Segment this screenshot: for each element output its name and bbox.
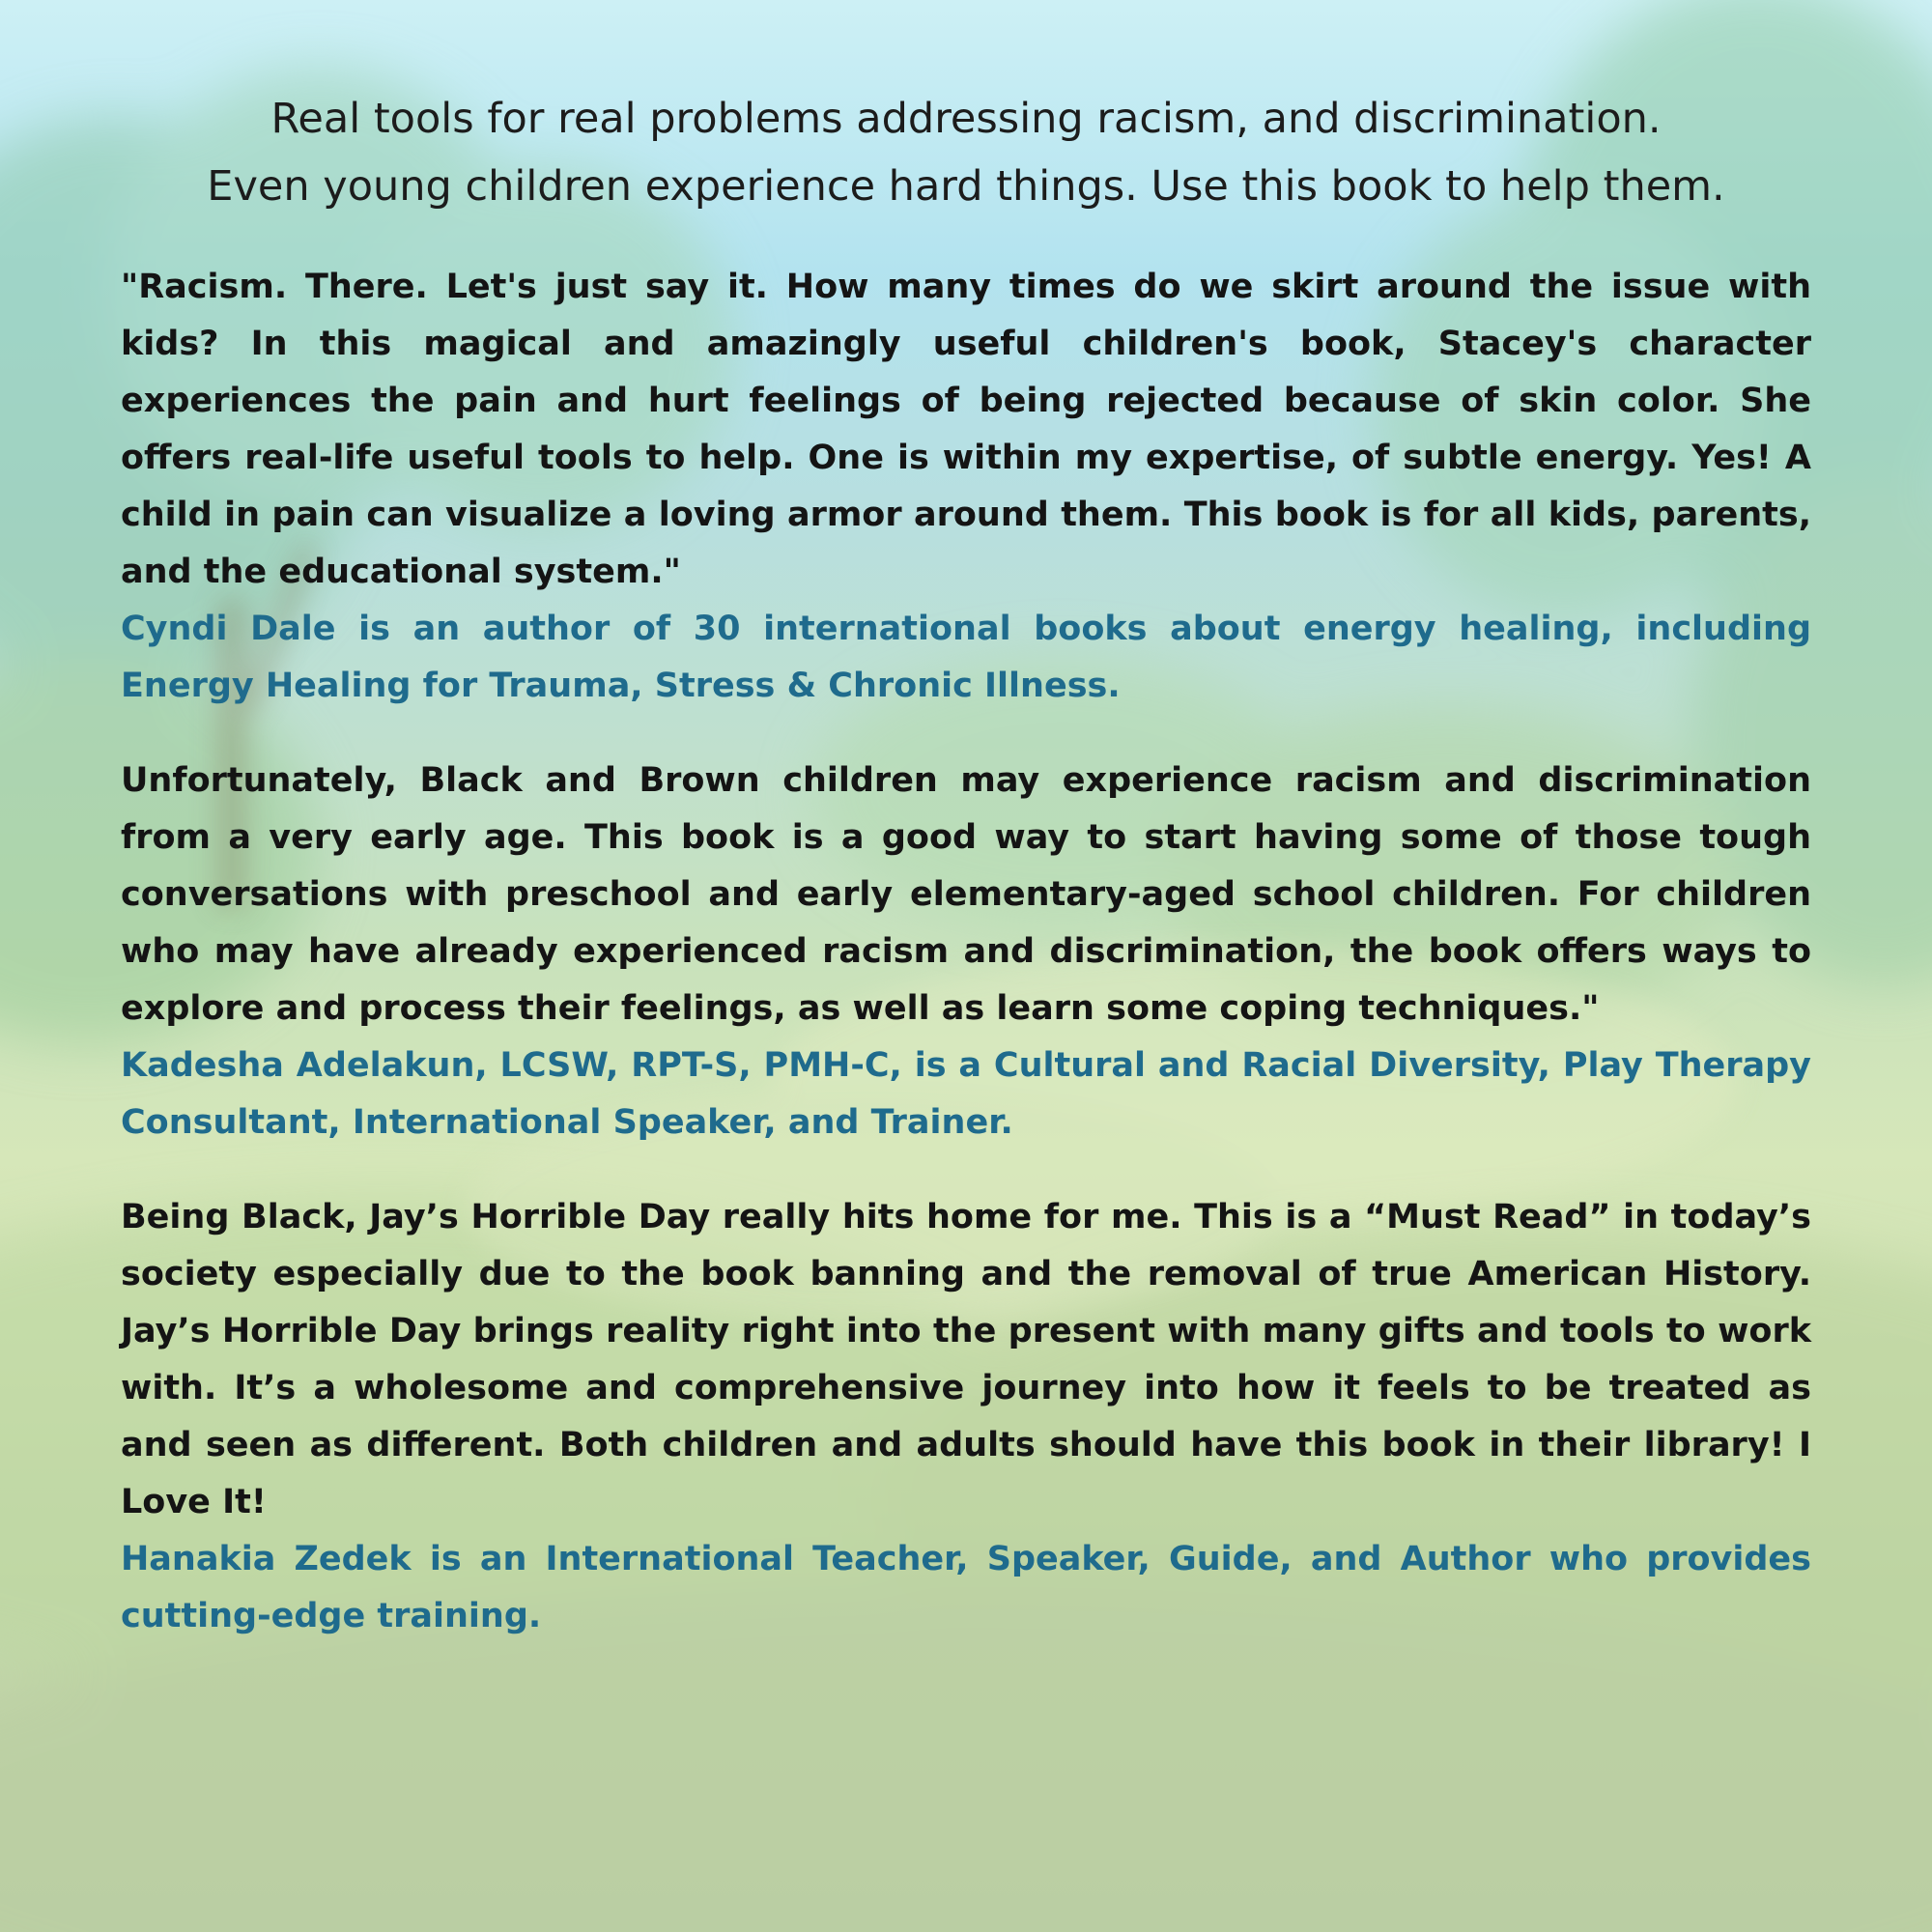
header-line-1: Real tools for real problems addressing racism, and discrimination.	[270, 95, 1662, 143]
testimonial-quote: "Racism. There. Let's just say it. How many times do we skirt around the issue with kids? In this magical and amazingly useful children's book, Stacey's character experiences the pain and hurt feelings of being rejected because of skin color. She offers real-life useful tools to help. One is within my expertise, of subtle energy. Yes! A child in pain can visualize a loving armor around them. This book is for all kids, parents, and the educational system."	[121, 268, 1811, 591]
testimonial-attribution: Cyndi Dale is an author of 30 international books about energy healing, including Energy Healing for Trauma, Stress & Chronic Illness.	[121, 610, 1811, 705]
testimonial-3	[121, 1189, 1811, 1645]
testimonial-1	[121, 259, 1811, 715]
page-header	[82, 85, 1850, 220]
testimonial-quote: Being Black, Jay’s Horrible Day really hits home for me. This is a “Must Read” in today’s society especially due to the book banning and the removal of true American History. Jay’s Horrible Day brings reality right into the present with many gifts and tools to work with. It’s a wholesome and comprehensive journey into how it feels to be treated as and seen as different. Both children and adults should have this book in their library! I Love It!	[121, 1198, 1811, 1521]
testimonials-page	[121, 85, 1811, 1683]
testimonial-2	[121, 753, 1811, 1151]
testimonial-attribution: Hanakia Zedek is an International Teacher, Speaker, Guide, and Author who provides cutting-edge training.	[121, 1540, 1811, 1635]
header-line-2: Even young children experience hard things. Use this book to help them.	[207, 162, 1725, 211]
testimonial-quote: Unfortunately, Black and Brown children may experience racism and discrimination from a very early age. This book is a good way to start having some of those tough conversations with preschool and early elementary-aged school children. For children who may have already experienced racism and discrimination, the book offers ways to explore and process their feelings, as well as learn some coping techniques."	[121, 761, 1811, 1028]
testimonial-attribution: Kadesha Adelakun, LCSW, RPT-S, PMH-C, is a Cultural and Racial Diversity, Play Therapy Consultant, International Speaker, and Trainer.	[121, 1046, 1811, 1142]
